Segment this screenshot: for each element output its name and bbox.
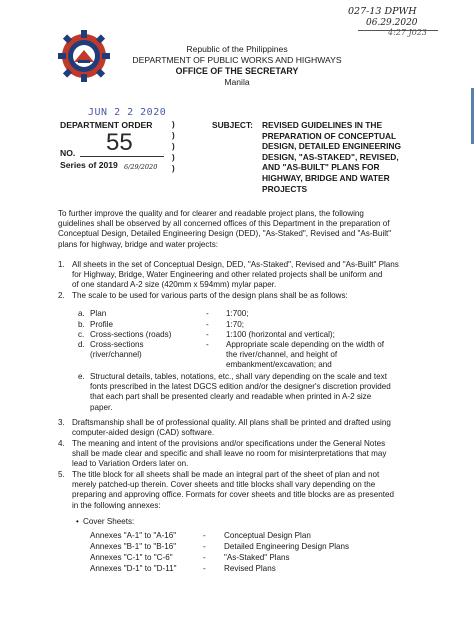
scale-a-value: 1:700;: [226, 309, 249, 318]
item-5-line: preparing and approving office. Formats for cover sheets and title blocks are as presented: [72, 490, 394, 500]
item-4-line: The meaning and intent of the provisions and/or specifications under the General Notes: [72, 439, 386, 448]
scale-a-label: Plan: [90, 309, 107, 318]
item-1-line: of one standard A-2 size (420mm x 594mm) mylar paper.: [72, 280, 277, 290]
subject-line: DESIGN, DETAILED ENGINEERING: [262, 141, 401, 152]
item-5-number: 5.: [58, 470, 65, 479]
item-1-number: 1.: [58, 260, 65, 269]
item-5-line: merely patched-up therein. Cover sheets and title blocks shall vary depending on the: [72, 480, 376, 490]
order-number-underline: [80, 156, 164, 157]
scale-e-line: fonts prescribed in the latest DGCS edition and/or the designer's discretion provided: [90, 382, 391, 392]
subject-line: REVISED GUIDELINES IN THE: [262, 120, 383, 130]
scale-e-line: Structural details, tables, notations, etc., shall vary depending on the scale and text: [90, 372, 387, 381]
intro-line: guidelines shall be observed by all concerned offices of this Department in the preparation of: [58, 219, 390, 229]
stamp-line-2: 06.29.2020: [366, 18, 418, 28]
item-2-text: The scale to be used for various parts of the design plans shall be as follows:: [72, 291, 348, 300]
annex-desc: Conceptual Design Plan: [224, 531, 311, 540]
subject-line: PREPARATION OF CONCEPTUAL: [262, 130, 397, 141]
paren-1: ): [172, 120, 175, 129]
intro-line: plans for highway, bridge and water projects:: [58, 239, 219, 249]
dpwh-logo-icon: [58, 30, 110, 82]
scale-d-value: [226, 340, 448, 371]
stamp-underline: [358, 30, 438, 31]
item-4-text: [72, 439, 448, 470]
paren-4: ): [172, 153, 175, 162]
header-department: DEPARTMENT OF PUBLIC WORKS AND HIGHWAYS: [132, 55, 342, 65]
scale-c-value: 1:100 (horizontal and vertical);: [226, 330, 335, 339]
stamp-line-3: 4:27 J023: [388, 28, 427, 37]
item-5-text: [72, 470, 448, 511]
paren-5: ): [172, 164, 175, 173]
item-1-text: [72, 260, 448, 291]
annex-range: Annexes "B-1" to "B-16": [90, 542, 177, 551]
subject-line: AND "AS-BUILT" PLANS FOR: [262, 162, 380, 173]
scale-d-dash: -: [206, 340, 209, 349]
scale-b-value: 1:70;: [226, 320, 245, 329]
annex-range: Annexes "D-1" to "D-11": [90, 564, 177, 573]
scale-a-letter: a.: [78, 309, 85, 318]
item-1-line: All sheets in the set of Conceptual Design, DED, "As-Staked", Revised and "As-Built" Plans: [72, 260, 399, 269]
header-republic: Republic of the Philippines: [186, 44, 288, 54]
subject-text: [262, 120, 448, 194]
order-handwritten-date: 6/29/2020: [124, 163, 158, 171]
annex-desc: Revised Plans: [224, 564, 276, 573]
item-3-text: [72, 418, 448, 438]
scale-b-label: Profile: [90, 320, 113, 329]
scale-d-value-line: Appropriate scale depending on the width of: [226, 340, 384, 349]
scale-c-label: Cross-sections (roads): [90, 330, 172, 339]
scale-d-label: [90, 340, 144, 360]
header-city: Manila: [224, 77, 250, 87]
header-office: OFFICE OF THE SECRETARY: [175, 66, 299, 76]
scale-e-line: paper.: [90, 402, 113, 412]
scale-c-letter: c.: [78, 330, 85, 339]
annex-range: Annexes "C-1" to "C-6": [90, 553, 173, 562]
scale-b-dash: -: [206, 320, 209, 329]
annex-desc: Detailed Engineering Design Plans: [224, 542, 350, 551]
scale-e-text: [90, 372, 448, 413]
annex-range: Annexes "A-1" to "A-16": [90, 531, 177, 540]
order-series: Series of 2019: [60, 160, 118, 170]
received-stamp: [348, 6, 458, 37]
item-4-line: lead to Variation Orders later on.: [72, 459, 189, 469]
scale-d-value-line: embankment/excavation; and: [226, 360, 332, 370]
subject-label: SUBJECT:: [212, 120, 253, 130]
intro-paragraph: [58, 209, 450, 250]
subject-line: HIGHWAY, BRIDGE AND WATER: [262, 172, 390, 183]
scale-d-value-line: the river/channel, and height of: [226, 350, 338, 360]
scale-d-label-line: (river/channel): [90, 350, 142, 360]
scale-c-dash: -: [206, 330, 209, 339]
item-3-number: 3.: [58, 418, 65, 427]
scale-d-letter: d.: [78, 340, 85, 349]
intro-line: To further improve the quality and for clearer and readable project plans, the following: [58, 209, 364, 218]
intro-line: Conceptual Design, Detailed Engineering Design (DED), "As-Staked", Revised and "As-Built": [58, 229, 392, 239]
order-number: 55: [106, 129, 133, 156]
annex-dash: -: [203, 553, 206, 562]
item-5-line: The title block for all sheets shall be made an integral part of the sheet of plan and not: [72, 470, 380, 479]
item-4-number: 4.: [58, 439, 65, 448]
scale-a-dash: -: [206, 309, 209, 318]
scale-b-letter: b.: [78, 320, 85, 329]
item-5-line: in the following annexes:: [72, 500, 161, 510]
order-no-label: NO.: [60, 148, 76, 158]
annex-dash: -: [203, 542, 206, 551]
department-order-label: DEPARTMENT ORDER: [60, 120, 153, 130]
item-4-line: shall be made clear and specific and shall leave no room for misinterpretations that may: [72, 449, 387, 459]
annex-dash: -: [203, 564, 206, 573]
item-1-line: for Highway, Bridge, Water Engineering and other related projects shall be uniform and: [72, 270, 383, 280]
scale-d-label-line: Cross-sections: [90, 340, 144, 349]
item-2-number: 2.: [58, 291, 65, 300]
paren-2: ): [172, 131, 175, 140]
annex-desc: "As-Staked" Plans: [224, 553, 290, 562]
cover-sheets-title: Cover Sheets:: [83, 517, 135, 526]
item-3-line: Draftsmanship shall be of professional quality. All plans shall be printed and drafted using: [72, 418, 391, 427]
stamp-line-1: 027-13 DPWH: [348, 6, 417, 17]
annex-dash: -: [203, 531, 206, 540]
scale-e-line: that each part shall be presented clearly and readable when printed in A-2 size: [90, 392, 372, 402]
paren-3: ): [172, 142, 175, 151]
order-date: JUN 2 2 2020: [88, 107, 167, 118]
scale-e-letter: e.: [78, 372, 85, 381]
subject-line: PROJECTS: [262, 183, 308, 194]
item-3-line: computer-aided design (CAD) software.: [72, 428, 215, 438]
subject-line: DESIGN, "AS-STAKED", REVISED,: [262, 151, 399, 162]
cover-bullet: •: [76, 517, 79, 526]
